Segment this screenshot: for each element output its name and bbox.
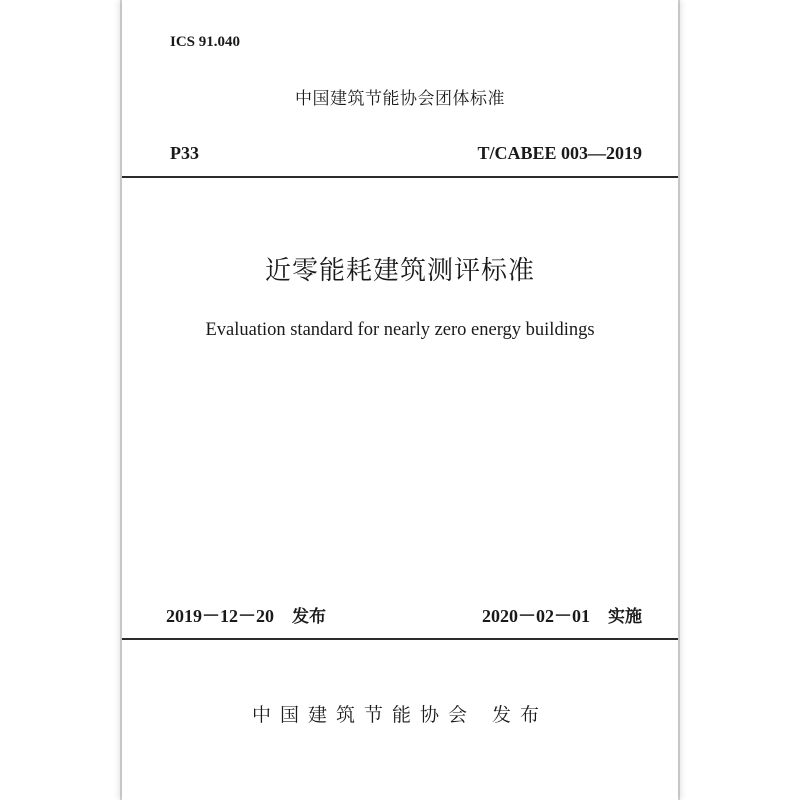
issue-date-line	[166, 602, 326, 628]
page-edge-right	[678, 0, 680, 800]
issue-date: 2019－12－20	[166, 606, 274, 626]
association-standard-heading: 中国建筑节能协会团体标准	[295, 89, 505, 109]
implementation-date: 2020－02－01	[482, 606, 590, 626]
publisher-line	[0, 700, 800, 727]
publisher-action: 发布	[492, 704, 549, 726]
header-divider	[122, 176, 678, 178]
cover-page	[122, 0, 678, 800]
implementation-label: 实施	[608, 607, 642, 627]
classification-code: P33	[170, 143, 199, 163]
standard-number: T/CABEE 003—2019	[477, 143, 642, 163]
ics-code: ICS 91.040	[170, 34, 241, 50]
issue-label: 发布	[292, 607, 326, 627]
footer-divider	[122, 638, 678, 640]
title-english: Evaluation standard for nearly zero energy buildings	[205, 320, 595, 340]
publisher-name: 中国建筑节能协会	[251, 704, 476, 726]
title-chinese: 近零能耗建筑测评标准	[264, 256, 535, 286]
implementation-date-line	[482, 602, 642, 628]
